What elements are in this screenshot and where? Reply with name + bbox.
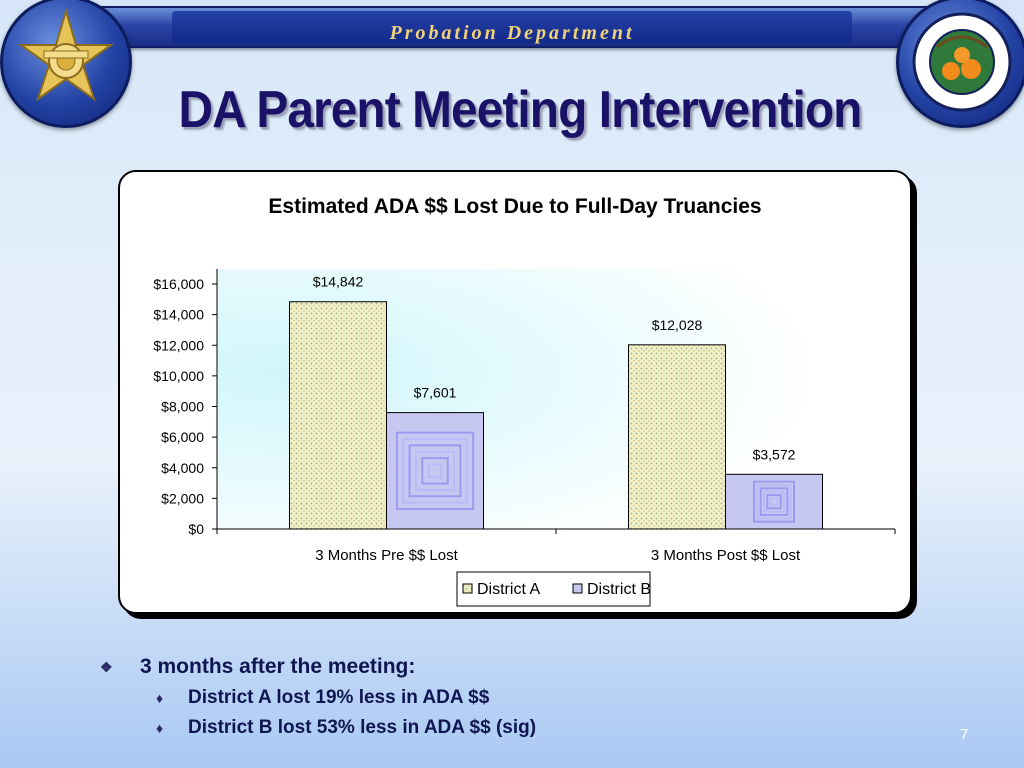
x-tick-label: 3 Months Pre $$ Lost bbox=[315, 547, 458, 564]
county-seal-emblem bbox=[896, 0, 1024, 128]
data-label: $7,601 bbox=[413, 384, 457, 401]
bar-district-b bbox=[387, 413, 484, 529]
legend-swatch-district-b bbox=[573, 584, 582, 593]
bar-district-a bbox=[290, 302, 387, 529]
header-band bbox=[60, 6, 964, 48]
probation-star-badge-icon bbox=[11, 7, 121, 117]
data-label: $14,842 bbox=[312, 273, 364, 290]
legend-label: District B bbox=[587, 581, 651, 598]
bar-district-a bbox=[629, 345, 726, 529]
bullet-sub bbox=[156, 717, 536, 739]
legend-label: District A bbox=[477, 581, 541, 598]
diamond-quad-bullet-icon: ❖ bbox=[100, 658, 113, 675]
bullet-main-text: 3 months after the meeting: bbox=[140, 655, 416, 678]
y-tick-label: $10,000 bbox=[153, 367, 204, 384]
diamond-bullet-icon: ♦ bbox=[156, 720, 164, 736]
y-tick-label: $12,000 bbox=[153, 337, 204, 354]
y-tick-label: $2,000 bbox=[161, 490, 204, 507]
y-tick-label: $16,000 bbox=[153, 276, 204, 292]
bar-chart bbox=[120, 172, 910, 612]
probation-badge-emblem bbox=[0, 0, 132, 128]
bullet-sub bbox=[156, 687, 536, 709]
y-tick-label: $8,000 bbox=[161, 398, 204, 415]
y-tick-label: $6,000 bbox=[161, 429, 204, 446]
diamond-bullet-icon: ♦ bbox=[156, 690, 164, 706]
y-tick-label: $0 bbox=[188, 521, 204, 537]
x-tick-label: 3 Months Post $$ Lost bbox=[650, 547, 801, 564]
page-title: DA Parent Meeting Intervention bbox=[178, 81, 862, 139]
chart-title: Estimated ADA $$ Lost Due to Full-Day Truancies bbox=[268, 195, 762, 218]
y-tick-label: $4,000 bbox=[161, 459, 204, 476]
bullet-sub-text: District A lost 19% less in ADA $$ bbox=[188, 687, 490, 708]
bullet-main bbox=[100, 655, 536, 679]
y-tick-label: $14,000 bbox=[153, 306, 204, 323]
data-label: $3,572 bbox=[752, 446, 796, 463]
county-of-orange-seal-icon bbox=[907, 7, 1017, 117]
page-number: 7 bbox=[960, 726, 969, 743]
data-label: $12,028 bbox=[651, 316, 703, 333]
bullet-sub-text: District B lost 53% less in ADA $$ (sig) bbox=[188, 717, 537, 738]
header-inner bbox=[172, 11, 852, 43]
chart-panel bbox=[118, 170, 912, 614]
legend-swatch-district-a bbox=[463, 584, 472, 593]
department-title: Probation Department bbox=[389, 22, 635, 44]
bullet-list bbox=[100, 655, 536, 739]
